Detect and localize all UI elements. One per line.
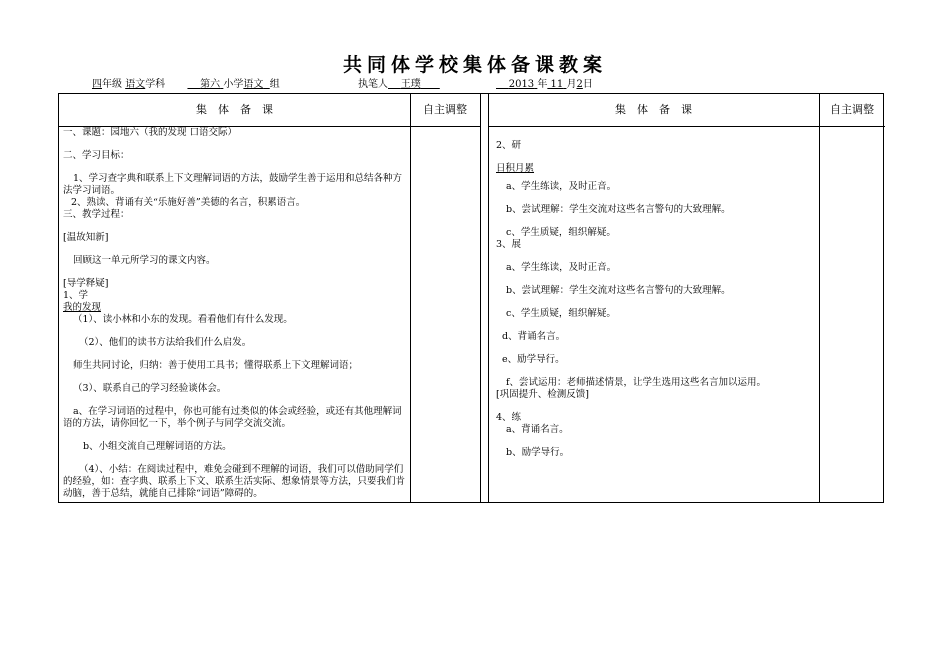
divider-gap-right bbox=[488, 94, 489, 502]
grade-value: 四 bbox=[92, 79, 102, 90]
subject-label: 学科 bbox=[145, 79, 166, 90]
divider-gap-left bbox=[480, 94, 481, 502]
consolidate-heading: [巩固提升、检测反馈] bbox=[496, 389, 589, 400]
day-label: 日 bbox=[582, 79, 593, 90]
objective-1: 1、学习查字典和联系上下文理解词语的方法，鼓励学生善于运用和总结各种方法学习词语。 bbox=[63, 173, 403, 196]
item-4-summary: （4）、小结：在阅读过程中，难免会碰到不理解的词语，我们可以借助同学们的经验，如：查字典、联系上下文、联系生活实际、想象情景等方法，只要我们肯动脑，善于总结，就能自己排除“词语”障碍的。 bbox=[63, 464, 406, 499]
group-label: 组 bbox=[269, 79, 280, 90]
objectives-heading: 二、学习目标： bbox=[63, 150, 130, 161]
step-2-research: 2、研 bbox=[496, 140, 522, 151]
item-3a: a、在学习词语的过程中，你也可能有过类似的体会或经验，或还有其他理解词语的方法，请你回忆一下，举个例子与同学交流交流。 bbox=[63, 406, 402, 429]
show-d: d、背诵名言。 bbox=[502, 331, 566, 342]
step-4-practice: 4、练 bbox=[496, 412, 522, 423]
daily-accumulation-heading: 日积月累 bbox=[496, 163, 535, 174]
page-title: 共同体学校集体备课教案 bbox=[342, 54, 607, 76]
day-value: 2 bbox=[576, 79, 583, 90]
guide-heading: [导学释疑] bbox=[63, 278, 109, 289]
header-info-writer bbox=[358, 75, 440, 90]
right-lesson-content bbox=[496, 140, 816, 459]
lesson-plan-table bbox=[58, 93, 884, 503]
item-2: （2）、他们的读书方法给我们什么启发。 bbox=[79, 337, 252, 348]
item-3: （3）、联系自己的学习经验谈体会。 bbox=[73, 383, 227, 394]
step-3-show: 3、展 bbox=[496, 239, 522, 250]
practice-b: b、励学导行。 bbox=[506, 447, 570, 458]
month-label: 月 bbox=[566, 79, 577, 90]
school-label: 小学 bbox=[223, 79, 244, 90]
subject-value: 语文 bbox=[125, 79, 146, 90]
process-heading: 三、教学过程： bbox=[63, 209, 130, 220]
year-value: 2013 bbox=[508, 79, 535, 90]
show-b: b、尝试理解：学生交流对这些名言警句的大致理解。 bbox=[506, 285, 731, 296]
writer-value: 王璞 bbox=[400, 79, 421, 90]
grade-label: 年级 bbox=[102, 79, 122, 90]
header-info-left bbox=[92, 75, 280, 90]
right-adjust-header: 自主调整 bbox=[830, 103, 874, 116]
research-c: c、学生质疑，组织解疑。 bbox=[506, 227, 616, 238]
research-a: a、学生练读，及时正音。 bbox=[506, 181, 617, 192]
show-e: e、励学导行。 bbox=[502, 354, 565, 365]
show-a: a、学生练读，及时正音。 bbox=[506, 262, 617, 273]
divider-left-adjust bbox=[410, 94, 411, 502]
show-f: f、尝试运用：老师描述情景，让学生选用这些名言加以运用。 bbox=[506, 377, 767, 388]
summary-discussion: 师生共同讨论，归纳：善于使用工具书；懂得联系上下文理解词语； bbox=[73, 360, 359, 371]
lesson-topic: 一、课题：园地六（我的发现 口语交际） bbox=[63, 127, 238, 138]
practice-a: a、背诵名言。 bbox=[506, 424, 569, 435]
writer-label: 执笔人 bbox=[358, 79, 388, 90]
year-label: 年 bbox=[537, 79, 548, 90]
review-text: 回顾这一单元所学习的课文内容。 bbox=[73, 255, 216, 266]
left-main-header: 集 体 备 课 bbox=[196, 103, 273, 116]
group-value: 语文 bbox=[243, 79, 264, 90]
header-info-date bbox=[496, 75, 593, 90]
item-1: （1）、读小林和小东的发现。看看他们有什么发现。 bbox=[73, 314, 293, 325]
right-main-header: 集 体 备 课 bbox=[615, 103, 692, 116]
show-c: c、学生质疑，组织解疑。 bbox=[506, 308, 616, 319]
month-value: 11 bbox=[550, 79, 564, 90]
objective-2: 2、熟读、背诵有关“乐施好善”美德的名言，积累语言。 bbox=[71, 197, 306, 208]
left-adjust-header: 自主调整 bbox=[423, 103, 467, 116]
school-value: 第六 bbox=[200, 79, 221, 90]
research-b: b、尝试理解：学生交流对这些名言警句的大致理解。 bbox=[506, 204, 731, 215]
divider-right-adjust bbox=[819, 94, 820, 502]
my-discovery-heading: 我的发现 bbox=[63, 302, 102, 313]
review-heading: [温故知新] bbox=[63, 232, 109, 243]
step-1-learn: 1、学 bbox=[63, 290, 89, 301]
header-row-line-right bbox=[488, 126, 885, 127]
left-lesson-content bbox=[63, 127, 407, 500]
item-3b: b、小组交流自己理解词语的方法。 bbox=[83, 441, 232, 452]
